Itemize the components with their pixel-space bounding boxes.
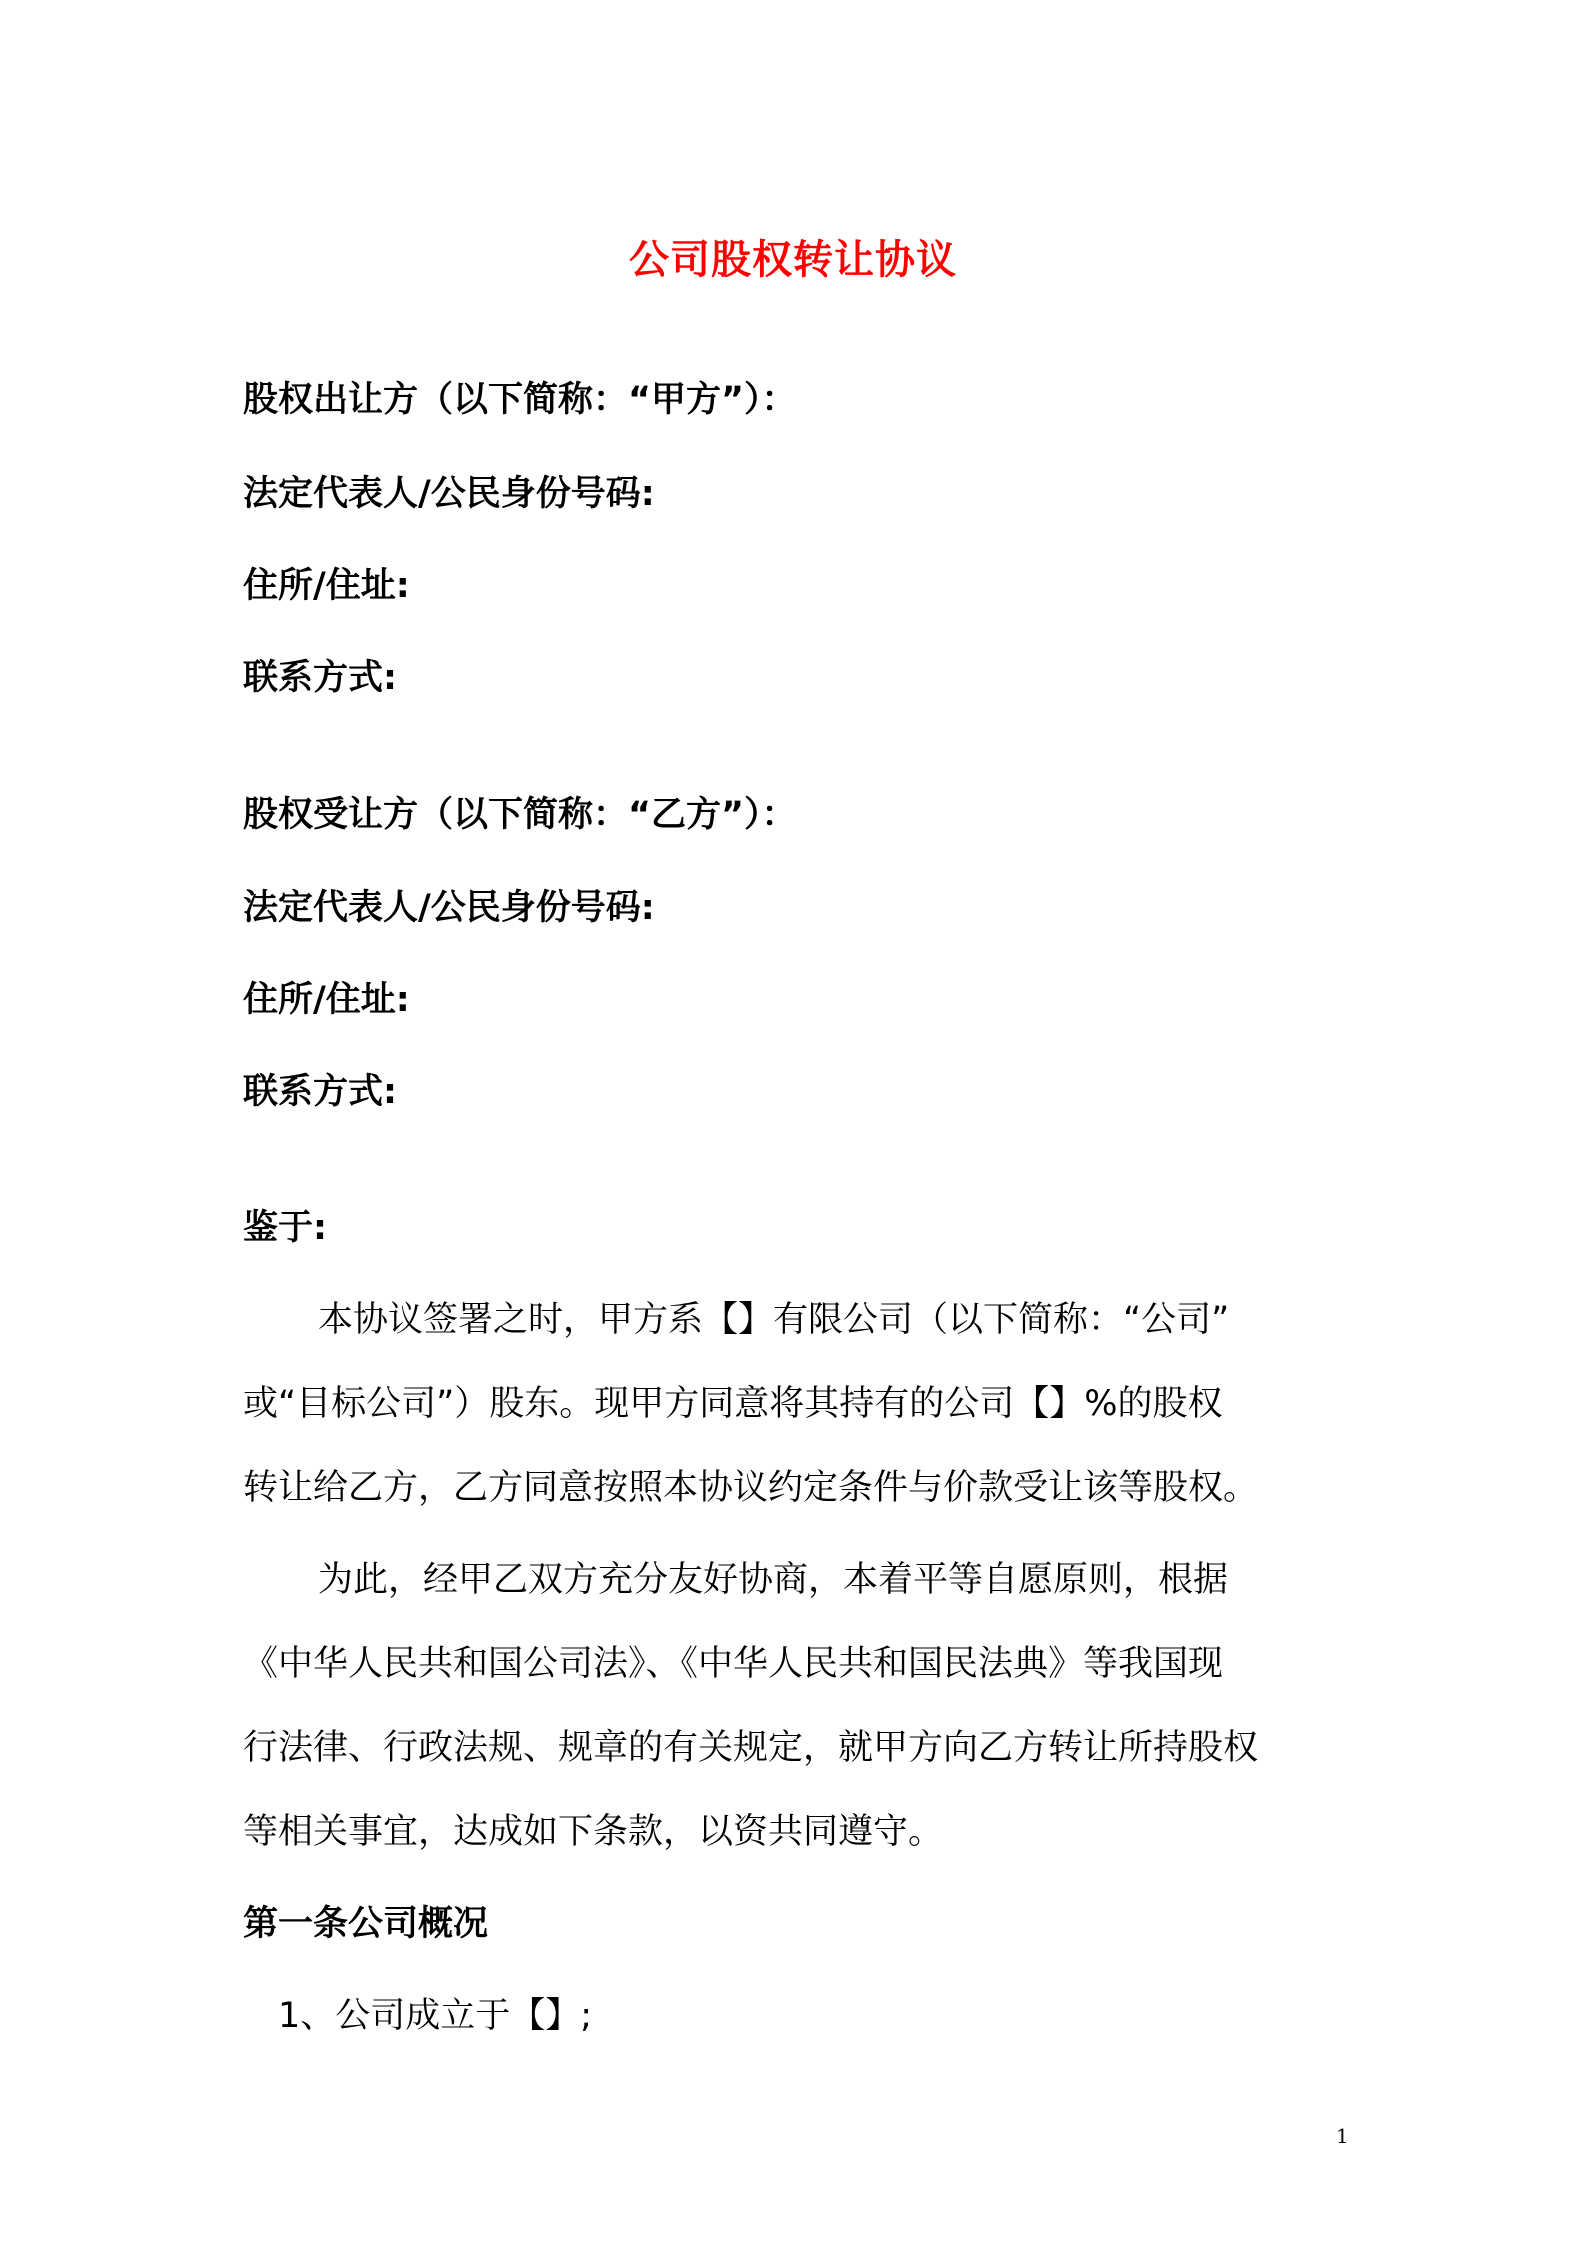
whereas-p2-line-3: 行法律、行政法规、规章的有关规定，就甲方向乙方转让所持股权 [243, 1728, 1259, 1768]
party-b-rep: 法定代表人/公民身份号码: [243, 888, 655, 928]
whereas-p2-line-2: 《中华人民共和国公司法》、《中华人民共和国民法典》等我国现 [243, 1644, 1224, 1684]
article-1-item-1: 1、公司成立于【】; [278, 1996, 593, 2036]
party-a-address: 住所/住址: [243, 566, 410, 606]
whereas-p1-line-1: 本协议签署之时，甲方系【】有限公司（以下简称：“公司” [318, 1300, 1230, 1340]
whereas-heading: 鉴于: [243, 1208, 327, 1248]
party-a-contact: 联系方式: [243, 658, 397, 698]
whereas-p2-line-1: 为此，经甲乙双方充分友好协商，本着平等自愿原则，根据 [318, 1560, 1229, 1600]
whereas-p1-line-2: 或“目标公司”）股东。现甲方同意将其持有的公司【】%的股权 [243, 1384, 1223, 1424]
party-a-rep: 法定代表人/公民身份号码: [243, 474, 655, 514]
page-number: 1 [1336, 2124, 1349, 2148]
whereas-p2-line-4: 等相关事宜，达成如下条款，以资共同遵守。 [243, 1812, 944, 1852]
party-a-label: 股权出让方（以下简称：“甲方”）： [243, 380, 797, 420]
party-b-label: 股权受让方（以下简称：“乙方”）： [243, 795, 797, 835]
party-b-address: 住所/住址: [243, 980, 410, 1020]
whereas-p1-line-3: 转让给乙方，乙方同意按照本协议约定条件与价款受让该等股权。 [243, 1468, 1259, 1508]
party-b-contact: 联系方式: [243, 1072, 397, 1112]
article-1-heading: 第一条公司概况 [243, 1904, 489, 1944]
document-title: 公司股权转让协议 [629, 237, 957, 283]
